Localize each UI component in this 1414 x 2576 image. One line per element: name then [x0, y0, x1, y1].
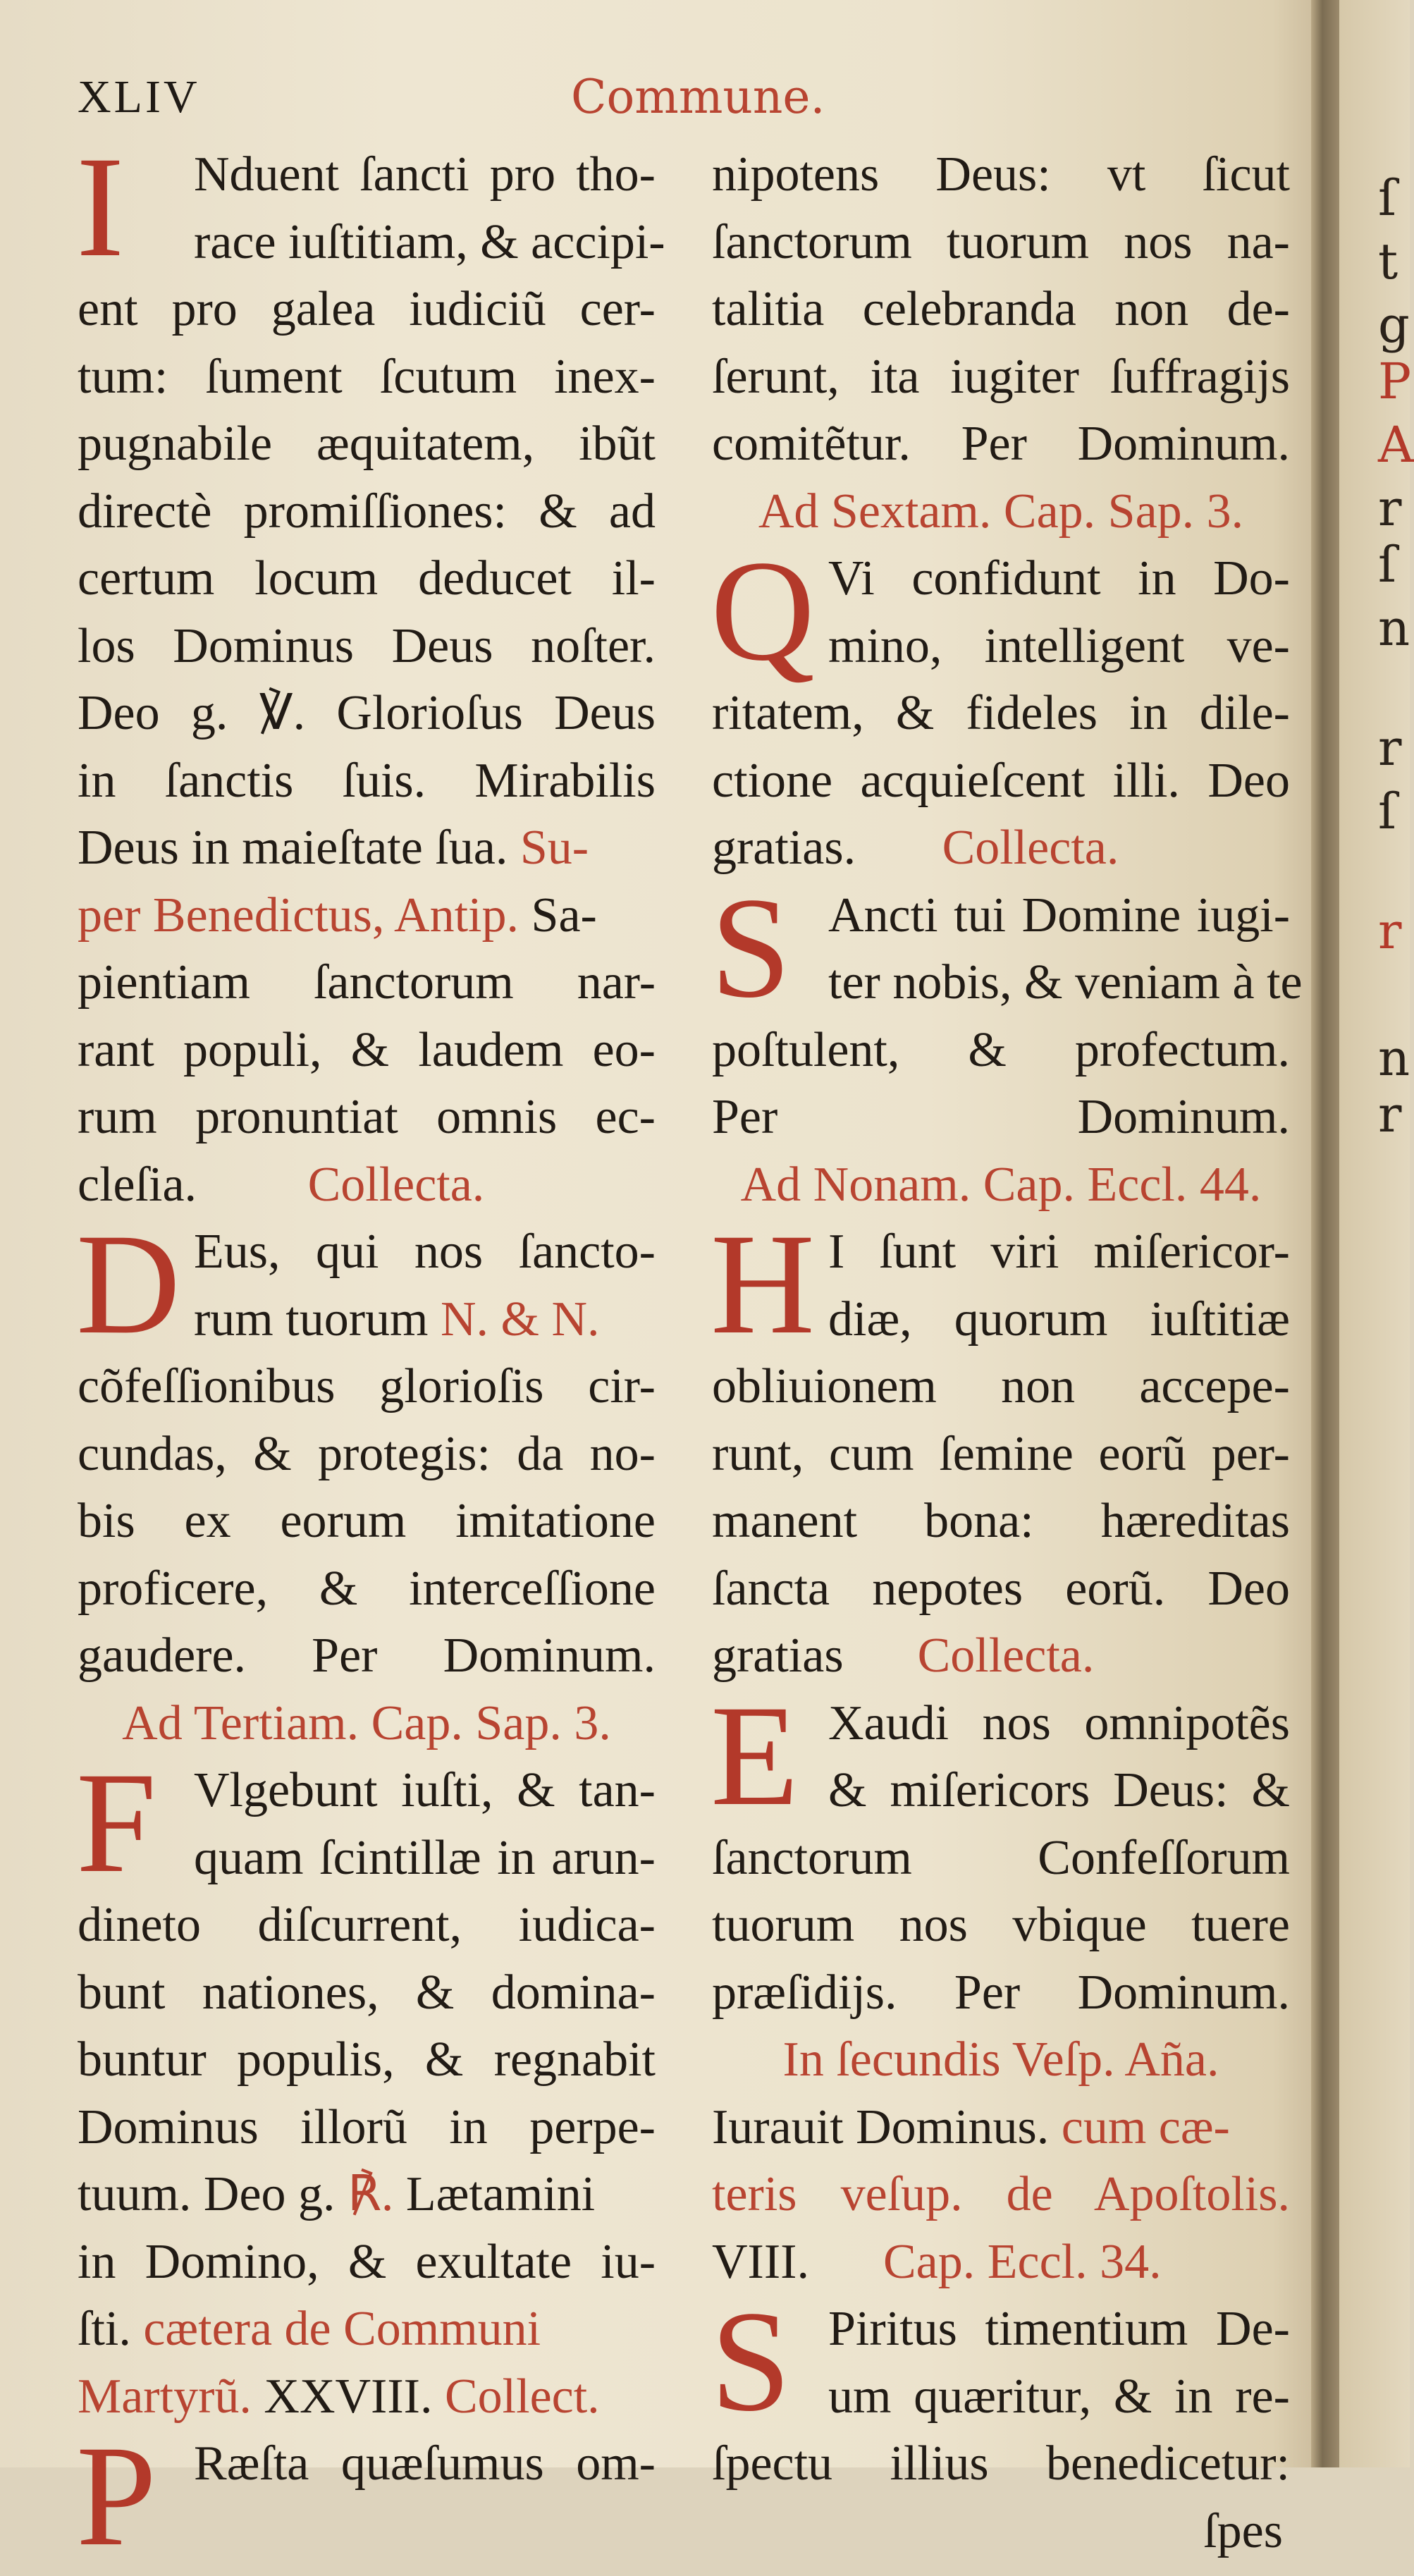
- initial-paragraph: [711, 867, 1303, 1028]
- body-text: Lætamini: [393, 2167, 596, 2221]
- body-text: VIII.: [712, 2234, 883, 2289]
- body-text: tuum. Deo g.: [78, 2167, 348, 2221]
- text-line: [712, 814, 1290, 882]
- rubric-text: cætera de Communi: [143, 2302, 541, 2356]
- text-line: ritatem, & fideles in dile-: [712, 686, 1290, 740]
- rubric-line: teris veſup. de Apoſtolis.: [712, 2167, 1290, 2221]
- text-line: mino, intelligent ve-: [828, 618, 1290, 673]
- initial-paragraph: [711, 1675, 1290, 1836]
- drop-capital: P: [76, 2416, 157, 2576]
- text-line: [78, 2363, 656, 2431]
- rubric-heading: Ad Sextam. Cap. Sap. 3.: [758, 484, 1244, 539]
- text-line: diæ, quorum iuſtitiæ: [828, 1292, 1290, 1347]
- text-line: comitẽtur. Per Dominum.: [712, 417, 1290, 471]
- text-line: manent bona: hæreditas: [712, 1494, 1290, 1548]
- text-line: tuorum nos vbique tuere: [712, 1898, 1290, 1952]
- text-line: Per Dominum.: [712, 1090, 1290, 1144]
- text-line: um quæritur, & in re-: [828, 2369, 1290, 2424]
- text-line: directè promiſſiones: & ad: [78, 484, 656, 539]
- body-text: rum tuorum: [194, 1292, 441, 1347]
- rubric-text: per Benedictus, Antip.: [78, 888, 520, 943]
- initial-paragraph: [711, 531, 1290, 691]
- text-line: certum locum deducet il-: [78, 551, 656, 606]
- text-line: rum pronuntiat omnis ec-: [78, 1090, 656, 1144]
- body-text: cleſia.: [78, 1157, 308, 1212]
- body-text: gratias: [712, 1629, 918, 1683]
- rubric-heading: Ad Tertiam. Cap. Sap. 3.: [122, 1695, 611, 1750]
- text-line: [78, 2161, 656, 2228]
- text-line: in ſanctis ſuis. Mirabilis: [78, 753, 656, 808]
- text-line: gaudere. Per Dominum.: [78, 1629, 656, 1683]
- text-line: cundas, & protegis: da no-: [78, 1426, 656, 1481]
- drop-capital: S: [711, 2281, 792, 2441]
- text-line: runt, cum ſemine eorũ per-: [712, 1426, 1290, 1481]
- drop-capital: D: [76, 1204, 181, 1364]
- book-gutter: [1311, 0, 1339, 2467]
- text-line: ctione acquieſcent illi. Deo: [712, 753, 1290, 808]
- text-line: [712, 2094, 1290, 2161]
- text-line: obliuionem non accepe-: [712, 1359, 1290, 1413]
- rubric-text: cum cæ-: [1061, 2099, 1230, 2154]
- text-line: los Dominus Deus noſter.: [78, 618, 656, 673]
- text-line: [712, 2228, 1290, 2296]
- text-line: [78, 2295, 656, 2363]
- text-line: race iuſtitiam, & accipi-: [194, 214, 665, 269]
- initial-paragraph: [711, 1204, 1290, 1364]
- rubric-text: Collecta.: [942, 821, 1119, 875]
- text-line: Dominus illorũ in perpe-: [78, 2099, 656, 2154]
- text-line: talitia celebranda non de-: [712, 282, 1290, 336]
- body-text: Iurauit Dominus.: [712, 2099, 1062, 2154]
- text-line: ter nobis, & veniam à te: [828, 955, 1303, 1010]
- text-line: ſerunt, ita iugiter ſuffragijs: [712, 349, 1290, 404]
- text-line: bunt nationes, & domina-: [78, 1965, 656, 2020]
- drop-capital: H: [711, 1204, 816, 1364]
- rubric-text: Collecta.: [307, 1157, 485, 1212]
- text-line: I ſunt viri miſericor-: [828, 1225, 1290, 1279]
- text-line: nipotens Deus: vt ſicut: [712, 147, 1290, 202]
- initial-paragraph: [711, 2281, 1290, 2441]
- catchword: ſpes: [1203, 2503, 1283, 2558]
- text-line: pugnabile æquitatem, ibũt: [78, 417, 656, 471]
- text-line: [78, 814, 656, 882]
- right-column: [711, 141, 1303, 2565]
- text-line: ſanctorum tuorum nos na-: [712, 214, 1290, 269]
- text-line: ſpectu illius benedicetur:: [712, 2436, 1290, 2491]
- text-line: Eus, qui nos ſancto-: [194, 1225, 656, 1279]
- body-text: ſti.: [78, 2302, 144, 2356]
- text-line: dineto diſcurrent, iudica-: [78, 1898, 656, 1952]
- text-line: [712, 1622, 1290, 1690]
- rubric-text: Collect.: [444, 2369, 600, 2424]
- text-line: Vi confidunt in Do-: [828, 551, 1290, 606]
- rubric-text: Martyrũ.: [78, 2369, 264, 2424]
- rubric-text: Su-: [520, 821, 589, 875]
- drop-capital: S: [711, 867, 792, 1028]
- rubric-text: Cap. Eccl. 34.: [883, 2234, 1162, 2289]
- text-line: cõfeſſionibus glorioſis cir-: [78, 1359, 656, 1413]
- rubric-text: ℟.: [348, 2167, 394, 2221]
- rubric-text: N. & N.: [440, 1292, 600, 1347]
- body-text: gratias.: [712, 821, 942, 875]
- text-line: quam ſcintillæ in arun-: [194, 1830, 656, 1885]
- drop-capital: E: [711, 1675, 799, 1836]
- text-line: poſtulent, & profectum.: [712, 1022, 1290, 1077]
- text-line: ſancta nepotes eorũ. Deo: [712, 1561, 1290, 1616]
- drop-capital: Q: [711, 531, 816, 691]
- text-line: buntur populis, & regnabit: [78, 2032, 656, 2087]
- rubric-heading: Ad Nonam. Cap. Eccl. 44.: [740, 1157, 1262, 1212]
- initial-paragraph: [76, 127, 665, 287]
- text-line: pientiam ſanctorum nar-: [78, 955, 656, 1010]
- left-column: [76, 127, 665, 2576]
- text-line: in Domino, & exultate iu-: [78, 2234, 656, 2289]
- text-line: Deo g. ℣. Glorioſus Deus: [78, 686, 656, 740]
- text-line: Ræſta quæſumus om-: [194, 2436, 656, 2491]
- drop-capital: I: [76, 127, 125, 287]
- text-line: Ancti tui Domine iugi-: [828, 888, 1290, 943]
- text-line: ſanctorum Confeſſorum: [712, 1830, 1290, 1885]
- rubric-heading: In ſecundis Veſp. Aña.: [782, 2032, 1219, 2087]
- text-line: ent pro galea iudiciũ cer-: [78, 282, 656, 336]
- body-text: Sa-: [519, 888, 597, 943]
- text-line: Xaudi nos omnipotẽs: [828, 1695, 1290, 1750]
- text-line: bis ex eorum imitatione: [78, 1494, 656, 1548]
- text-line: tum: ſument ſcutum inex-: [78, 349, 656, 404]
- text-line: proficere, & interceſſione: [78, 1561, 656, 1616]
- text-line: & miſericors Deus: &: [828, 1763, 1290, 1817]
- facing-page-edge: ſ t g P A r ſ n r ſ r n r: [1339, 0, 1410, 2467]
- text-line: [78, 882, 656, 950]
- text-line: Vlgebunt iuſti, & tan-: [194, 1763, 656, 1817]
- body-text: Deus in maieſtate ſua.: [78, 821, 520, 875]
- running-title: Commune.: [571, 70, 825, 124]
- text-line: Piritus timentium De-: [828, 2302, 1290, 2356]
- initial-paragraph: [76, 1743, 656, 1903]
- text-line: Nduent ſancti pro tho-: [194, 147, 656, 202]
- initial-paragraph: [76, 1204, 656, 1364]
- initial-paragraph: [76, 2416, 656, 2576]
- text-line: rant populi, & laudem eo-: [78, 1022, 656, 1077]
- text-line: præſidijs. Per Dominum.: [712, 1965, 1290, 2020]
- folio-number: XLIV: [78, 71, 200, 123]
- drop-capital: F: [76, 1743, 157, 1903]
- rubric-text: Collecta.: [917, 1629, 1095, 1683]
- body-text: XXVIII.: [264, 2369, 445, 2424]
